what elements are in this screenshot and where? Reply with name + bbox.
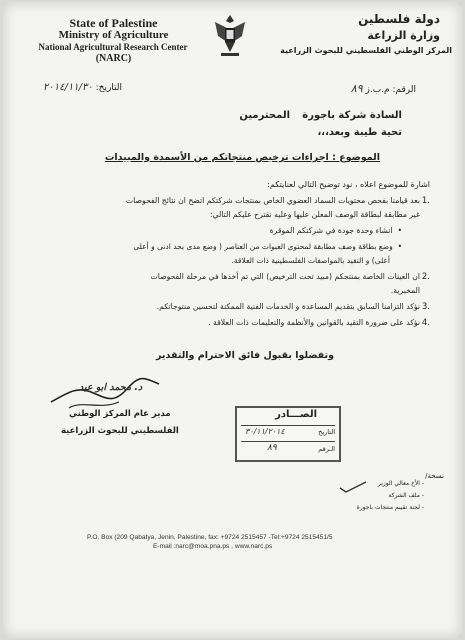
point-2-number: .2: [421, 272, 430, 282]
reference-number-row: [351, 82, 416, 95]
point-1-line-1: بعد قيامنا بفحص محتويات السماد العضوي الخاص بمنتجات شركتكم اتضح ان نتائج الفحوصات: [125, 196, 420, 205]
point-2-line-2: المخبرية.: [390, 286, 420, 295]
greeting: تحية طيبة وبعد،،،: [317, 127, 402, 138]
palestine-eagle-emblem: [209, 12, 251, 58]
header-ar-center: المركز الوطني الفلسطيني للبحوث الزراعية: [280, 46, 452, 55]
stamp-date-label: التاريخ: [318, 428, 335, 436]
bullet-2-continued: أعلى) و التقيد بالمواصفات الفلسطينية ذات العلاقة.: [231, 256, 390, 265]
signatory-name: د. محمد ابو عيد: [79, 382, 143, 393]
header-en-ministry: Ministry of Agriculture: [58, 29, 169, 41]
reference-label: الرقم: م.ب.ز: [365, 85, 416, 95]
point-1-line-2: غير مطابقة لبطاقة الوصف المعلن عليها وعليه نقترح عليكم التالي:: [209, 210, 420, 219]
footer-address: P.O. Box (209 Qabatya, Jenin, Palestine, fax: +9724 2515457 -Tel:+9724 2515451/5: [87, 534, 333, 541]
intro-paragraph: اشارة للموضوع اعلاه ، نود توضيح التالي لعنايتكم:: [267, 180, 430, 189]
cc-item-evaluation-committee: - لجنة تقييم منتجات باجورة: [356, 504, 424, 511]
reference-value: ٨٩: [350, 82, 363, 95]
recipient-name: السادة شركة باجورة: [302, 110, 402, 121]
bullet-1-text: انشاء وحدة جودة في شركتكم الموقرة: [269, 226, 393, 235]
bullet-dot: •: [392, 226, 402, 235]
point-3-number: .3: [421, 302, 430, 312]
point-4-number: .4: [421, 318, 430, 328]
cc-item-company-file: - ملف الشركة: [388, 492, 424, 499]
signatory-title-1: مدير عام المركز الوطني: [69, 409, 171, 419]
subject-line: الموضوع : اجراءات ترخيص منتجاتكم من الأسمدة والمبيدات: [104, 152, 380, 163]
bullet-1: [270, 226, 402, 235]
header-en-center: National Agricultural Research Center: [38, 42, 188, 52]
letter-page: [3, 2, 462, 638]
point-1-number: .1: [421, 196, 430, 206]
closing-line: وتفضلوا بقبول فائق الاحترام والتقدير: [156, 350, 334, 361]
cc-item-minister: - الأخ معالي الوزير: [377, 480, 424, 487]
point-3-text: نؤكد التزامنا السابق بتقديم المساعدة و الخدمات الفنية الممكنة لتحسين منتوجاتكم.: [156, 302, 420, 311]
date-label: التاريخ:: [95, 83, 122, 93]
outgoing-stamp: [235, 406, 341, 462]
header-ar-ministry: وزارة الزراعة: [367, 29, 440, 42]
signatory-title-2: الفلسطيني للبحوث الزراعية: [61, 426, 179, 436]
date-value: ٢٠١٤/١١/٣٠: [43, 82, 93, 93]
cc-label: نسخة/: [425, 472, 444, 480]
stamp-date-value: ٣٠/١١/٢٠١٤: [245, 427, 285, 436]
recipient-honorific: المحترمين: [239, 110, 290, 121]
point-4-text: نؤكد على ضرورة التقيد بالقوانين والأنظمة والتعليمات ذات العلاقة .: [208, 318, 420, 327]
header-en-acronym: (NARC): [95, 53, 132, 64]
header-en-country: State of Palestine: [69, 16, 158, 30]
stamp-number-value: ٨٩: [267, 443, 277, 453]
stamp-number-label: الـرقم: [318, 445, 335, 453]
point-2-line-1: ان العينات الخاصة بمنتجكم (مبيد تحت الترخيص) التي تم أخذها في مرحلة الفحوصات: [150, 272, 420, 281]
bullet-2-text: وضع بطاقة وصف مطابقة لمحتوى العبوات من العناصر ( وضع مدى بحد ادنى و أعلى: [133, 242, 393, 251]
handwritten-check-mark: [338, 480, 368, 494]
date-row: [43, 82, 122, 93]
bullet-2: [133, 242, 402, 251]
footer-email: E-mail :narc@moa.pna.ps , www.narc.ps: [153, 543, 273, 550]
bullet-dot: •: [392, 242, 402, 251]
header-ar-country: دولة فلسطين: [358, 12, 440, 26]
stamp-title: الصـــادر: [275, 409, 317, 420]
